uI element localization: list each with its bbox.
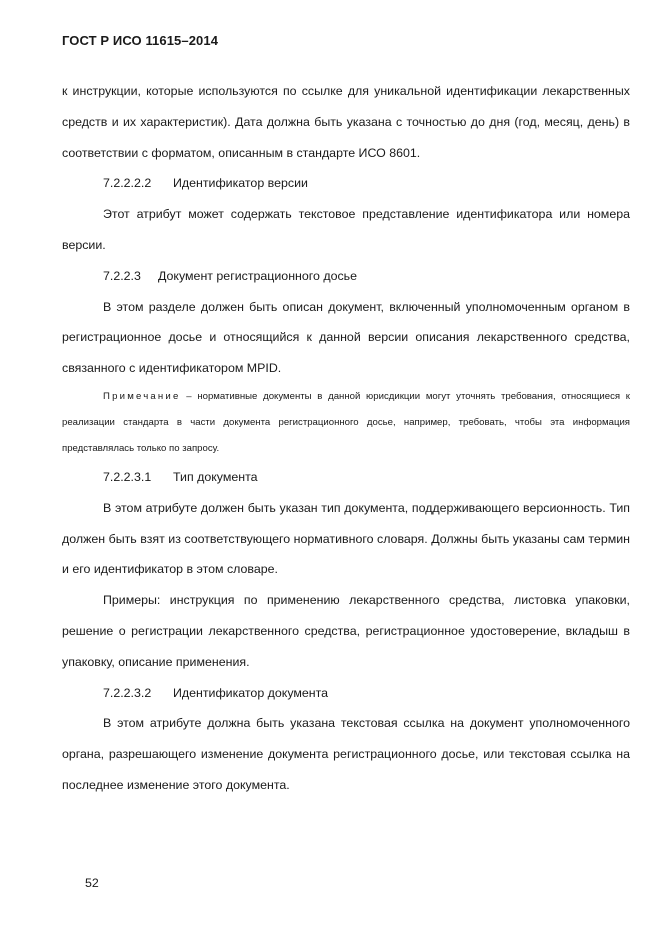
section-number: 7.2.2.2.2 [103, 176, 152, 191]
section-title: Идентификатор документа [173, 685, 329, 700]
note-label: Примечание [103, 390, 181, 402]
page-number: 52 [85, 876, 99, 890]
paragraph-intro: к инструкции, которые используются по ссылке для уникальной идентификации лекарственных средств и их характеристик). Дата должна быть указана с точностью до дня (год, месяц, день) в соответствии с форматом, описанным в стандарте ИСО 8601. [62, 84, 630, 160]
section-title: Документ регистрационного досье [158, 268, 358, 283]
section-title: Идентификатор версии [173, 176, 308, 191]
paragraph-examples: Примеры: инструкция по применению лекарственного средства, листовка упаковки, решение о регистрации лекарственного средства, регистрационное удостоверение, вкладыш в упаковку, описание применения. [62, 593, 630, 669]
section-heading-7-2-2-2-2 [62, 168, 630, 199]
paragraph-dossier-document: В этом разделе должен быть описан документ, включенный уполномоченным органом в регистрационное досье и относящийся к данной версии описания лекарственного средства, связанного с идентификатором MPID. [62, 299, 630, 376]
section-heading-7-2-2-3 [62, 261, 630, 292]
paragraph-document-type: В этом атрибуте должен быть указан тип документа, поддерживающего версионность. Тип должен быть взят из соответствующего нормативного словаря. Должны быть указаны сам термин и его идентификатор в этом словаре. [62, 500, 630, 577]
document-body [62, 76, 630, 801]
section-heading-7-2-2-3-2 [62, 678, 630, 709]
paragraph-version-id: Этот атрибут может содержать текстовое представление идентификатора или номера версии. [62, 207, 630, 252]
paragraph-document-id: В этом атрибуте должна быть указана текстовая ссылка на документ уполномоченного органа, разрешающего изменение документа регистрационного досье, или текстовая ссылка на последнее изменение этого документа. [62, 716, 630, 792]
note-text: – нормативные документы в данной юрисдикции могут уточнять требования, относящиеся к реализации стандарта в части документа регистрационного досье, например, требовать, чтобы эта информация представлялась только по запросу. [62, 390, 630, 454]
section-number: 7.2.2.3.1 [103, 469, 152, 484]
section-title: Тип документа [173, 469, 258, 484]
section-number: 7.2.2.3 [103, 268, 141, 283]
document-header: ГОСТ Р ИСО 11615–2014 [62, 33, 219, 48]
note-block [62, 384, 630, 462]
section-number: 7.2.2.3.2 [103, 685, 152, 700]
section-heading-7-2-2-3-1 [62, 462, 630, 493]
